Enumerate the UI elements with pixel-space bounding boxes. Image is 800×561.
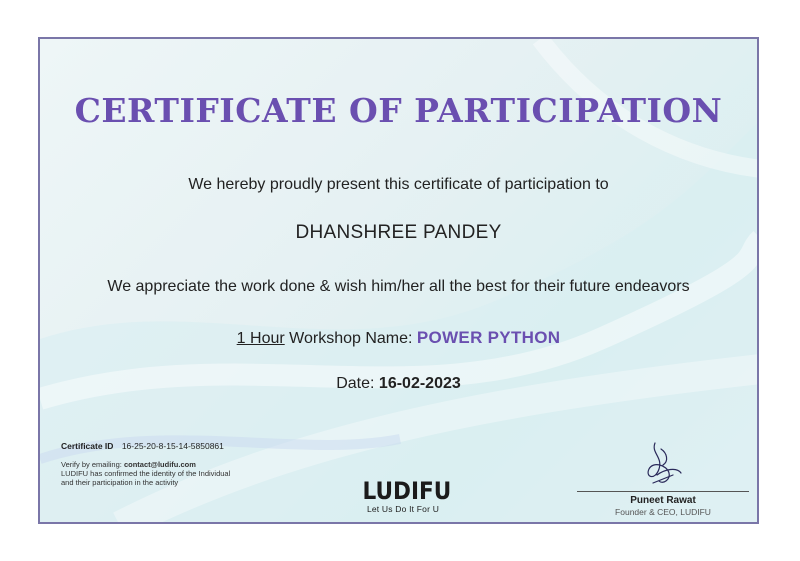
signature-block bbox=[577, 439, 749, 517]
date-label: Date: bbox=[336, 375, 375, 392]
verify-note-text: LUDIFU has confirmed the identity of the Individual and their participation in the activity bbox=[61, 469, 231, 487]
signature-icon bbox=[633, 439, 693, 489]
brand-tagline: Let Us Do It For U bbox=[366, 504, 440, 514]
appreciation-text: We appreciate the work done & wish him/her all the best for their future endeavors bbox=[107, 278, 690, 295]
brand-name: LUDIFU bbox=[362, 477, 452, 505]
verify-label: Verify by emailing: bbox=[61, 460, 122, 469]
workshop-duration: 1 Hour bbox=[236, 330, 285, 347]
verify-email-link[interactable]: contact@ludifu.com bbox=[123, 460, 196, 469]
recipient-name: DHANSHREE PANDEY bbox=[295, 222, 502, 243]
certificate-id-value: 16-25-20-8-15-14-5850861 bbox=[121, 441, 224, 451]
certificate-card bbox=[38, 37, 759, 524]
signer-name: Puneet Rawat bbox=[630, 495, 696, 506]
ludifu-logo bbox=[358, 477, 452, 514]
workshop-name: POWER PYTHON bbox=[416, 328, 561, 347]
verification-note bbox=[61, 460, 231, 487]
workshop-line bbox=[40, 328, 757, 348]
certificate-id-line bbox=[61, 441, 224, 451]
presentation-text: We hereby proudly present this certificate of participation to bbox=[188, 176, 609, 193]
certificate-id-label: Certificate ID bbox=[61, 441, 114, 451]
date-line bbox=[40, 375, 757, 393]
date-value: 16-02-2023 bbox=[378, 375, 461, 392]
signer-title: Founder & CEO, LUDIFU bbox=[615, 507, 711, 517]
workshop-label: Workshop Name: bbox=[289, 330, 413, 347]
certificate-title: CERTIFICATE OF PARTICIPATION bbox=[74, 91, 723, 130]
signature-rule bbox=[577, 491, 749, 492]
